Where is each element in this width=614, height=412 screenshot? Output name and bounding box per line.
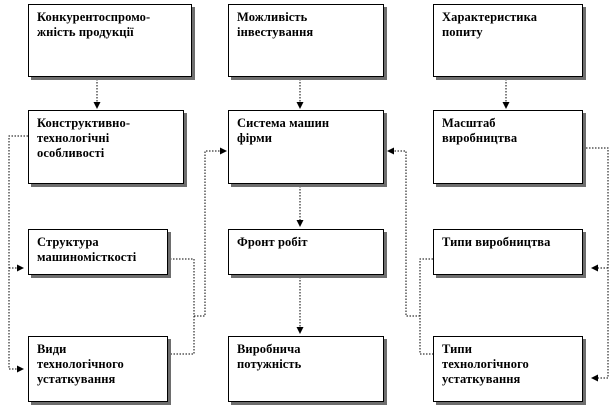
- box-demand: Характеристика попиту: [433, 4, 583, 77]
- box-machine-structure: Структура машиномісткості: [28, 229, 168, 275]
- box-design-features: Конструктивно- технологічні особливості: [28, 110, 184, 184]
- box-equipment-kinds: Види технологічного устаткування: [28, 336, 168, 402]
- arrow-types-to-machine-system: [388, 151, 420, 316]
- box-investment: Можливість інвестування: [228, 4, 384, 77]
- connector-scale-right-bus: [586, 148, 608, 378]
- box-work-front: Фронт робіт: [228, 229, 384, 275]
- box-machine-system: Система машин фірми: [228, 110, 384, 184]
- box-equipment-types: Типи технологічного устаткування: [433, 336, 583, 402]
- box-production-capacity: Виробнича потужність: [228, 336, 384, 402]
- box-competitiveness: Конкурентоспромо- жність продукції: [28, 4, 192, 77]
- connector-structure-right: [170, 259, 194, 354]
- box-production-types: Типи виробництва: [433, 229, 583, 275]
- connector-design-left-bus: [9, 136, 28, 369]
- box-production-scale: Масштаб виробництва: [433, 110, 583, 184]
- arrow-to-machine-system: [194, 151, 226, 316]
